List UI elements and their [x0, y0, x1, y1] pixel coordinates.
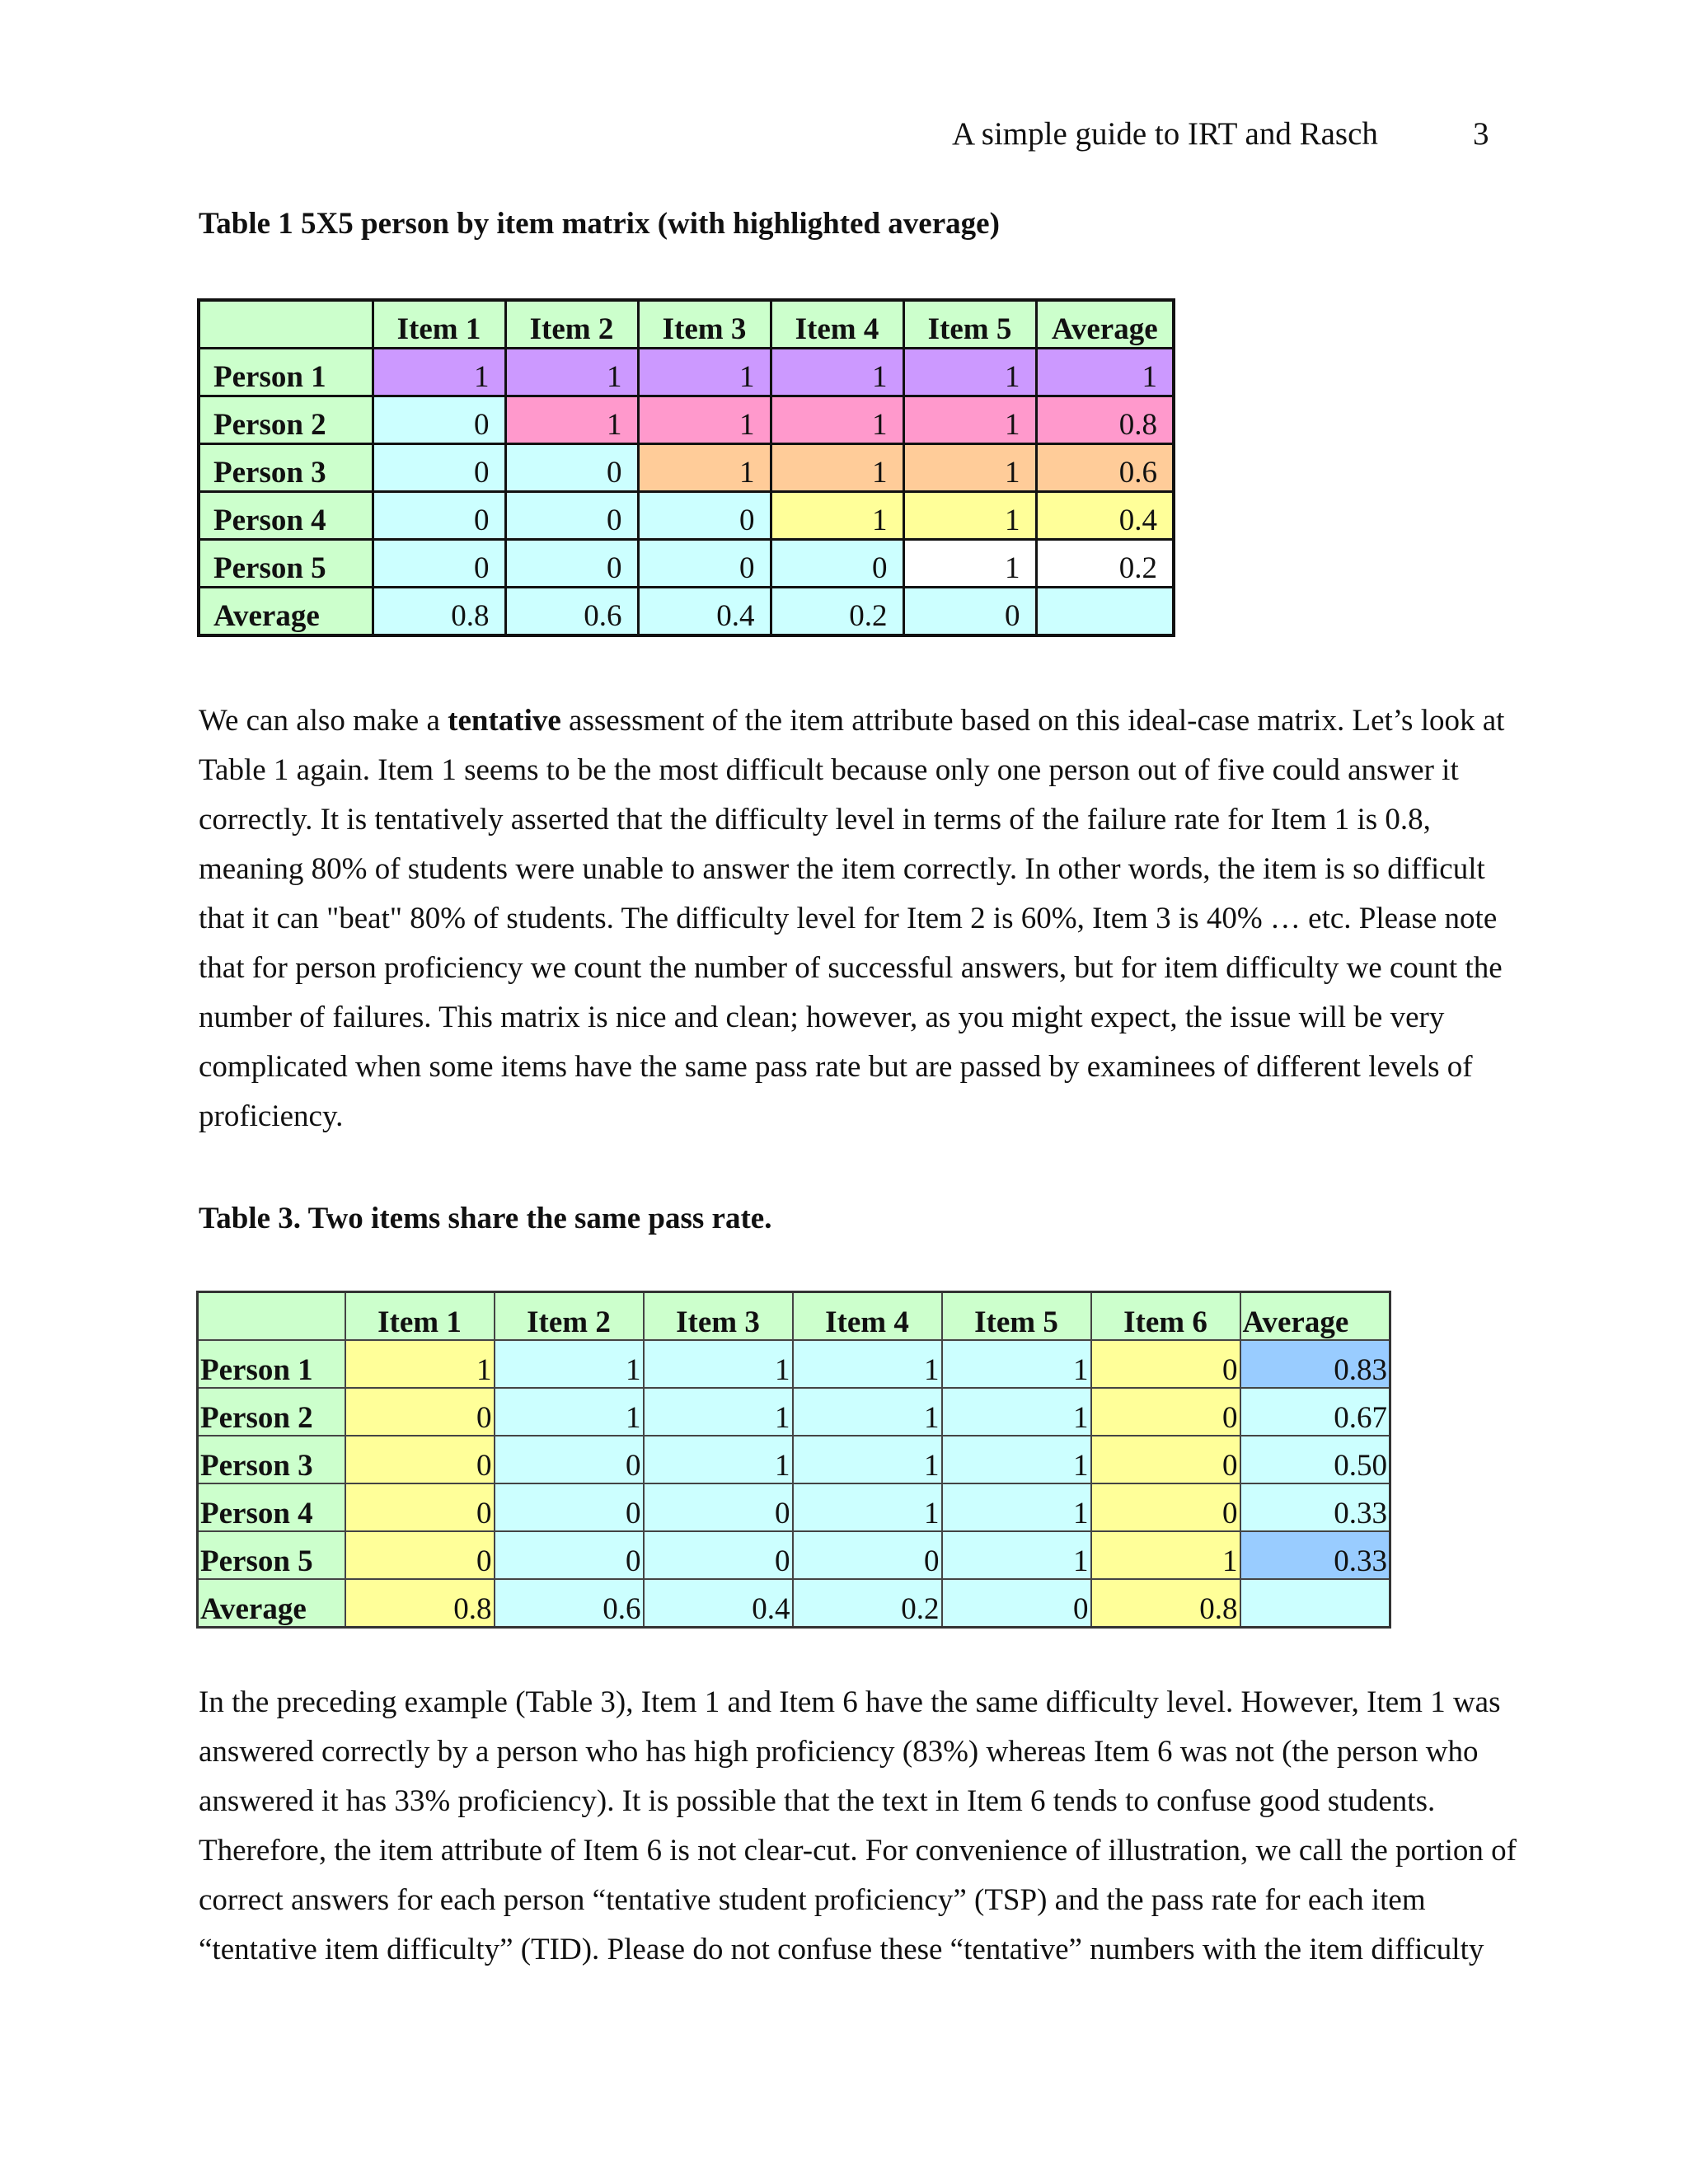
text-line: answered it has 33% proficiency). It is possible that the text in Item 6 tends to confuse good students. — [199, 1784, 1436, 1818]
table-cell: 1 — [942, 1483, 1091, 1531]
table-row — [198, 1340, 1390, 1388]
table-row — [198, 1436, 1390, 1483]
table-cell: 0.4 — [1036, 492, 1174, 540]
table-cell: 1 — [793, 1388, 942, 1436]
text-line: meaning 80% of students were unable to answer the item correctly. In other words, the item is so difficult — [199, 852, 1485, 886]
table-cell: 0.67 — [1240, 1388, 1390, 1436]
column-header: Item 5 — [942, 1292, 1091, 1341]
column-header: Item 2 — [505, 300, 638, 349]
row-header: Person 2 — [199, 396, 373, 444]
text-line: Table 1 again. Item 1 seems to be the most difficult because only one person out of five could answer it — [199, 753, 1459, 787]
table-cell — [1036, 588, 1174, 636]
column-header: Average — [1240, 1292, 1390, 1341]
table-cell: 0 — [644, 1483, 793, 1531]
table-cell: 0.6 — [1036, 444, 1174, 492]
table-cell: 1 — [771, 444, 903, 492]
table-cell: 0 — [345, 1388, 495, 1436]
table-cell: 0.8 — [373, 588, 505, 636]
table-cell: 0 — [942, 1579, 1091, 1628]
header-row — [198, 1292, 1390, 1341]
table-row — [199, 540, 1174, 588]
row-header: Person 5 — [199, 540, 373, 588]
table-cell: 1 — [903, 540, 1036, 588]
table1-caption: Table 1 5X5 person by item matrix (with highlighted average) — [199, 207, 1000, 241]
table-cell: 0 — [495, 1483, 644, 1531]
bold-term: tentative — [448, 704, 561, 738]
table1 — [197, 298, 1175, 637]
table-cell: 1 — [505, 396, 638, 444]
column-header: Average — [1036, 300, 1174, 349]
table-row — [199, 396, 1174, 444]
table-cell: 1 — [771, 492, 903, 540]
table-cell: 0 — [505, 492, 638, 540]
table-cell: 1 — [644, 1340, 793, 1388]
table-row — [199, 444, 1174, 492]
table-cell: 1 — [1091, 1531, 1240, 1579]
paragraph-1 — [199, 696, 1505, 1141]
table-cell: 0.50 — [1240, 1436, 1390, 1483]
row-header: Person 4 — [198, 1483, 345, 1531]
table-cell: 0.4 — [638, 588, 771, 636]
table-cell: 0 — [345, 1436, 495, 1483]
column-header: Item 1 — [345, 1292, 495, 1341]
table-cell: 0.2 — [1036, 540, 1174, 588]
table-cell: 1 — [942, 1436, 1091, 1483]
table-cell — [1240, 1579, 1390, 1628]
corner-cell — [198, 1292, 345, 1341]
table-cell: 0 — [505, 444, 638, 492]
table-cell: 1 — [505, 349, 638, 396]
row-header: Person 3 — [199, 444, 373, 492]
row-header: Average — [198, 1579, 345, 1628]
table3 — [196, 1291, 1391, 1629]
text-line: proficiency. — [199, 1099, 344, 1133]
table-cell: 1 — [345, 1340, 495, 1388]
table-cell: 0 — [495, 1436, 644, 1483]
table-cell: 1 — [903, 444, 1036, 492]
table-cell: 0.4 — [644, 1579, 793, 1628]
table-cell: 1 — [495, 1340, 644, 1388]
table-cell: 0 — [638, 540, 771, 588]
table-cell: 1 — [373, 349, 505, 396]
table-cell: 0 — [638, 492, 771, 540]
table-cell: 0 — [345, 1483, 495, 1531]
table-cell: 0 — [793, 1531, 942, 1579]
row-header: Person 2 — [198, 1388, 345, 1436]
table-cell: 0 — [1091, 1388, 1240, 1436]
table-cell: 1 — [771, 349, 903, 396]
table-cell: 1 — [903, 492, 1036, 540]
table-row — [199, 492, 1174, 540]
table-row — [198, 1388, 1390, 1436]
table-row — [199, 588, 1174, 636]
text-line: complicated when some items have the same pass rate but are passed by examinees of different levels of — [199, 1050, 1473, 1084]
table-cell: 1 — [638, 444, 771, 492]
column-header: Item 4 — [771, 300, 903, 349]
table-cell: 0 — [373, 540, 505, 588]
column-header: Item 3 — [644, 1292, 793, 1341]
table-row — [199, 349, 1174, 396]
table-cell: 1 — [638, 349, 771, 396]
table-cell: 0.8 — [1036, 396, 1174, 444]
page-number: 3 — [1473, 116, 1489, 152]
corner-cell — [199, 300, 373, 349]
text-line: In the preceding example (Table 3), Item 1 and Item 6 have the same difficulty level. However, Item 1 was — [199, 1685, 1501, 1719]
table-cell: 0.6 — [505, 588, 638, 636]
table-cell: 0 — [505, 540, 638, 588]
table-cell: 0 — [771, 540, 903, 588]
table-cell: 0 — [373, 492, 505, 540]
table-row — [198, 1483, 1390, 1531]
column-header: Item 3 — [638, 300, 771, 349]
row-header: Person 1 — [199, 349, 373, 396]
row-header: Person 3 — [198, 1436, 345, 1483]
header-row — [199, 300, 1174, 349]
table-cell: 0.2 — [793, 1579, 942, 1628]
table-cell: 0.33 — [1240, 1483, 1390, 1531]
text-line: correctly. It is tentatively asserted that the difficulty level in terms of the failure rate for Item 1 is 0.8, — [199, 803, 1431, 837]
text-line: “tentative item difficulty” (TID). Please do not confuse these “tentative” numbers with the item difficulty — [199, 1933, 1484, 1966]
table-cell: 1 — [793, 1483, 942, 1531]
table-cell: 0 — [373, 396, 505, 444]
table-row — [198, 1579, 1390, 1628]
table-cell: 1 — [495, 1388, 644, 1436]
table-cell: 1 — [771, 396, 903, 444]
table-cell: 0 — [1091, 1483, 1240, 1531]
table-cell: 0.33 — [1240, 1531, 1390, 1579]
table-cell: 1 — [903, 349, 1036, 396]
table-cell: 1 — [942, 1340, 1091, 1388]
row-header: Person 5 — [198, 1531, 345, 1579]
column-header: Item 1 — [373, 300, 505, 349]
table-cell: 0 — [903, 588, 1036, 636]
table-cell: 0.83 — [1240, 1340, 1390, 1388]
table-row — [198, 1531, 1390, 1579]
running-header — [952, 115, 1489, 152]
running-title: A simple guide to IRT and Rasch — [952, 116, 1378, 152]
paragraph-2 — [199, 1678, 1517, 1975]
text-line: that for person proficiency we count the number of successful answers, but for item difficulty we count the — [199, 951, 1503, 985]
table-cell: 0 — [644, 1531, 793, 1579]
table-cell: 0 — [373, 444, 505, 492]
column-header: Item 6 — [1091, 1292, 1240, 1341]
table-cell: 1 — [793, 1436, 942, 1483]
table-cell: 1 — [942, 1531, 1091, 1579]
text-line: Therefore, the item attribute of Item 6 is not clear-cut. For convenience of illustration, we call the portion of — [199, 1834, 1517, 1868]
text-line: number of failures. This matrix is nice and clean; however, as you might expect, the issue will be very — [199, 1001, 1445, 1034]
table-cell: 0.6 — [495, 1579, 644, 1628]
table-cell: 1 — [793, 1340, 942, 1388]
table-cell: 1 — [903, 396, 1036, 444]
text-line: that it can "beat" 80% of students. The difficulty level for Item 2 is 60%, Item 3 is 40% … etc. Please note — [199, 902, 1498, 935]
table-cell: 1 — [1036, 349, 1174, 396]
table-cell: 1 — [942, 1388, 1091, 1436]
row-header: Person 4 — [199, 492, 373, 540]
text-line: correct answers for each person “tentative student proficiency” (TSP) and the pass rate for each item — [199, 1883, 1426, 1917]
table-cell: 0.2 — [771, 588, 903, 636]
table-cell: 1 — [644, 1388, 793, 1436]
table-cell: 0.8 — [345, 1579, 495, 1628]
column-header: Item 5 — [903, 300, 1036, 349]
column-header: Item 2 — [495, 1292, 644, 1341]
table3-caption: Table 3. Two items share the same pass rate. — [199, 1202, 772, 1235]
table-cell: 0 — [1091, 1340, 1240, 1388]
text-line: answered correctly by a person who has high proficiency (83%) whereas Item 6 was not (the person who — [199, 1735, 1479, 1769]
row-header: Average — [199, 588, 373, 636]
column-header: Item 4 — [793, 1292, 942, 1341]
table-cell: 0.8 — [1091, 1579, 1240, 1628]
table-cell: 0 — [345, 1531, 495, 1579]
table-cell: 1 — [644, 1436, 793, 1483]
text-line: We can also make a tentative assessment of the item attribute based on this ideal-case matrix. Let’s look at — [199, 704, 1505, 738]
row-header: Person 1 — [198, 1340, 345, 1388]
table-cell: 0 — [1091, 1436, 1240, 1483]
table-cell: 1 — [638, 396, 771, 444]
table-cell: 0 — [495, 1531, 644, 1579]
